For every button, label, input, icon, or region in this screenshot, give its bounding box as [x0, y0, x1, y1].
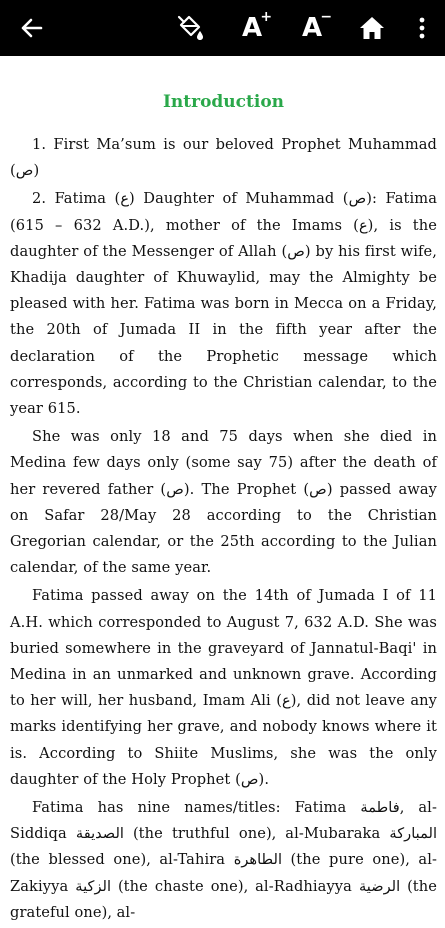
theme-button[interactable] — [170, 8, 210, 48]
overflow-menu-button[interactable] — [408, 8, 436, 48]
back-button[interactable] — [12, 8, 52, 48]
font-decrease-icon — [301, 9, 333, 43]
paragraph: Fatima passed away on the 14th of Jumada I of 11 A.H. which corresponded to August 7, 632 A.D. She was buried somewhere in the graveyard of Jannatul-Baqi' in Medina in an unmarked and unknown grave. According to her will, her husband, Imam Ali (ع), did not leave any marks identifying her grave, and nobody knows where it is. According to Shiite Muslims, she was the only daughter of the Holy Prophet (ص). — [10, 587, 437, 788]
back-arrow-icon — [21, 18, 43, 38]
font-increase-icon — [241, 9, 273, 43]
home-icon — [358, 15, 386, 41]
paragraph: 2. Fatima (ع) Daughter of Muhammad (ص): Fatima (615 – 632 A.D.), mother of the Imams (ع), is the daughter of the Messenger of Allah (ص) by his first wife, Khadija daughter of Khuwaylid, may the Almighty be pleased with her. Fatima was born in Mecca on a Friday, the 20th of Jumada II in the fifth year after the declaration of the Prophetic message which corresponds, according to the Christian calendar, to the year 615. — [10, 190, 438, 418]
font-decrease-button[interactable] — [292, 8, 332, 48]
paint-bucket-icon — [175, 13, 205, 43]
home-button[interactable] — [352, 8, 392, 48]
top-toolbar — [0, 0, 445, 56]
font-increase-button[interactable] — [232, 8, 272, 48]
paragraph: Fatima has nine names/titles: Fatima فاطمة, al-Siddiqa الصديقة (the truthful one), al-Mubaraka المباركة (the blessed one), al-Tahira الطاهرة (the pure one), al-Zakiyya الزكية (the chaste one), al-Radhiayya الرضية (the grateful one), al- — [10, 799, 438, 921]
minus-sign: − — [320, 9, 333, 25]
more-vertical-icon — [419, 17, 425, 39]
plus-sign: + — [260, 9, 273, 25]
font-increase-label: A — [241, 13, 263, 43]
paragraph: She was only 18 and 75 days when she died in Medina few days only (some say 75) after the death of her revered father (ص). The Prophet (ص) passed away on Safar 28/May 28 according to the Christian Gregorian calendar, or the 25th according to the Julian calendar, of the same year. — [10, 428, 437, 577]
paragraph: 1. First Ma’sum is our beloved Prophet Muhammad (ص) — [10, 136, 437, 180]
font-decrease-label: A — [301, 13, 323, 43]
article-content — [10, 58, 437, 928]
article-title: Introduction — [162, 92, 285, 112]
